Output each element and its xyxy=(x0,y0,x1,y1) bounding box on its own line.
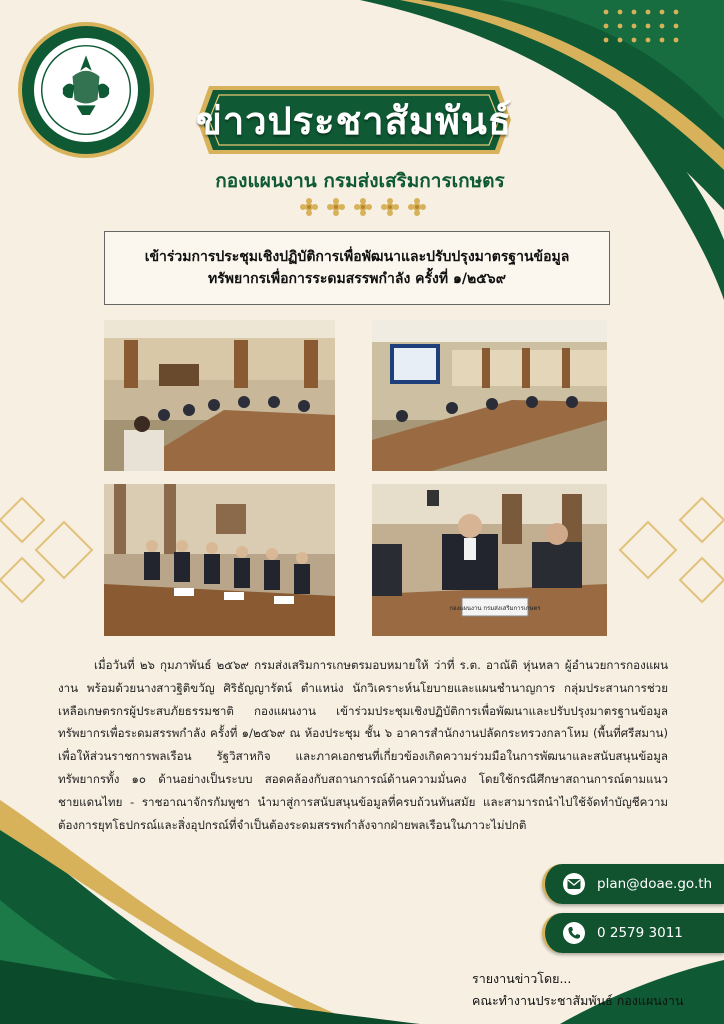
headline-line-1: เข้าร่วมการประชุมเชิงปฏิบัติการเพื่อพัฒนาและปรับปรุงมาตรฐานข้อมูล xyxy=(144,249,570,265)
phone-contact[interactable] xyxy=(542,913,724,953)
flower-ornament-icon xyxy=(298,197,428,217)
title-banner xyxy=(195,82,513,158)
photo-meeting-room-screen xyxy=(372,320,607,471)
headline-box xyxy=(104,231,610,305)
headline-line-2: ทรัพยากรเพื่อการระดมสรรพกำลัง ครั้งที่ ๑/๒๕๖๙ xyxy=(208,271,506,287)
nameplate-text: กองแผนงาน กรมส่งเสริมการเกษตร xyxy=(449,605,541,612)
photo-participants-closeup xyxy=(372,484,607,636)
phone-text[interactable]: 0 2579 3011 xyxy=(597,925,683,941)
photo-meeting-room xyxy=(104,320,335,471)
seal-icon xyxy=(34,38,138,142)
report-line-1: รายงานข่าวโดย... xyxy=(472,971,572,986)
envelope-icon xyxy=(563,873,585,895)
division-subtitle: กองแผนงาน กรมส่งเสริมการเกษตร xyxy=(215,170,505,192)
email-contact[interactable] xyxy=(542,864,724,904)
phone-icon xyxy=(563,922,585,944)
photo-participants-row xyxy=(104,484,335,636)
news-body: เมื่อวันที่ ๒๖ กุมภาพันธ์ ๒๕๖๙ กรมส่งเสริมการเกษตรมอบหมายให้ ว่าที่ ร.ต. อาณัติ หุ่นหลา ผู้อำนวยการกองแผนงาน พร้อมด้วยนางสาวฐิติขวัญ ศิริธัญญารัตน์ ตำแหน่ง นักวิเคราะห์นโยบายและแผนชำนาญการ กลุ่มประสานการช่วยเหลือเกษตรกรผู้ประสบภัยธรรมชาติ กองแผนงาน เข้าร่วมประชุมเชิงปฏิบัติการเพื่อพัฒนาและปรับปรุงมาตรฐานข้อมูลทรัพยากรเพื่อระดมสรรพกำลัง ครั้งที่ ๑/๒๕๖๙ ณ ห้องประชุม ชั้น ๖ อาคารสำนักงานปลัดกระทรวงกลาโหม (พื้นที่ศรีสมาน) เพื่อให้ส่วนราชการพลเรือน รัฐวิสาหกิจ และภาคเอกชนที่เกี่ยวข้องเกิดความร่วมมือในการพัฒนาและสนับสนุนข้อมูลทรัพยากรทั้ง ๑๐ ด้านอย่างเป็นระบบ สอดคล้องกับสถานการณ์ด้านความมั่นคง โดยใช้กรณีศึกษาสถานการณ์ตามแนวชายแดนไทย - ราชอาณาจักรกัมพูชา นำมาสู่การสนับสนุนข้อมูลที่ครบถ้วนทันสมัย และสามารถนำไปใช้จัดทำบัญชีความต้องการยุทโธปกรณ์และสิ่งอุปกรณ์ที่จำเป็นต้องระดมสรรพกำลังจากฝ่ายพลเรือนในภาวะไม่ปกติ xyxy=(58,658,668,832)
banner-title: ข่าวประชาสัมพันธ์ xyxy=(195,98,513,143)
department-logo xyxy=(18,22,154,158)
report-credit xyxy=(472,968,722,1012)
email-text[interactable]: plan@doae.go.th xyxy=(597,876,713,892)
report-line-2: คณะทำงานประชาสัมพันธ์ กองแผนงาน xyxy=(472,993,684,1008)
